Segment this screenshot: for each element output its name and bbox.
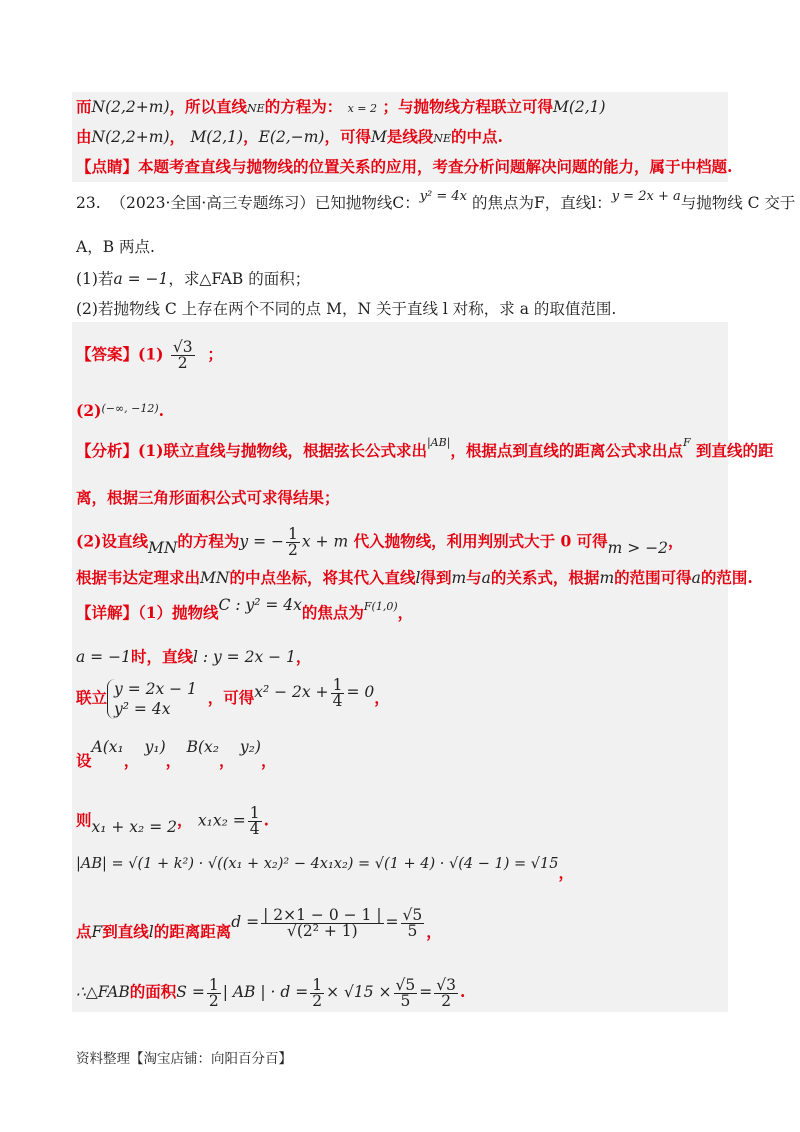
detail-line-2: a = −1时，直线l : y = 2x − 1， bbox=[76, 647, 312, 666]
answer-line-2: $(2)^{(-\infty, -12)}$. bbox=[76, 401, 165, 420]
question-2: (2)若抛物线 C 上存在两个不同的点 M，N 关于直线 l 对称，求 a 的取值范围. bbox=[76, 300, 617, 318]
analysis-line-1: 【分析】(1)联立直线与抛物线，根据弦长公式求出$^{|AB|}$，根据点到直线的距离公式求出点$^F$ 到直线的距 bbox=[76, 436, 774, 460]
detail-line-5: 则x₁ + x₂ = 2， x₁x₂ = $\frac{1}{4}$ . bbox=[76, 804, 270, 838]
question-1: (1)若a = −1，求△FAB 的面积； bbox=[76, 270, 311, 288]
detail-line-6: |AB| = √(1 + k²) · √((x₁ + x₂)² − 4x₁x₂) = √(1 + 4) · √(4 − 1) = √15， bbox=[76, 856, 574, 882]
detail-line-3: 联立 y = 2x − 1 y² = 4x ，可得x² − 2x + $\frac{1}{4}$ = 0， bbox=[76, 675, 390, 718]
problem-line-2: A，B 两点. bbox=[76, 238, 155, 256]
detail-line-8: ∴△FAB的面积S = $\frac{1}{2}$ | AB | · d = $\frac{1}{2}$ × √15 × $\frac{√5}{5}$ = $\frac{√3}{2}$ . bbox=[76, 975, 466, 1010]
detail-line-1: 【详解】（1）抛物线C : y² = 4x的焦点为$^{F(1,0)}$， bbox=[76, 596, 414, 622]
detail-line-7: 点F到直线l的距离距离d = $\frac{| 2\times 1 - 0 - 1 |}{\text{√(2² + 1)}}$ = $\frac{√5}{5}$ ， bbox=[76, 905, 442, 941]
top-line-2: 由N(2,2+m)， M(2,1)，E(2,−m)，可得M是线段NE的中点. bbox=[76, 127, 503, 146]
page-footer: 资料整理【淘宝店铺：向阳百分百】 bbox=[76, 1051, 292, 1067]
answer-line-1: 【答案】(1) $\frac{√3}{2}$ ； bbox=[76, 338, 223, 372]
analysis-line-2: 离，根据三角形面积公式可求得结果； bbox=[76, 488, 340, 507]
answer-fraction: $\frac{√3}{2}$ bbox=[172, 338, 193, 372]
problem-line-1: 23. （2023·全国·高三专题练习）已知抛物线C：$^{y^2 = 4x}$ 的焦点为F，直线l：$^{y = 2x + a}$与抛物线 C 交于 bbox=[76, 189, 796, 212]
analysis-line-4: 根据韦达定理求出MN的中点坐标，将其代入直线l得到m与a的关系式，根据m的范围可得a的范围. bbox=[76, 568, 753, 587]
detail-line-4: 设A(x₁， y₁)， B(x₂， y₂)， bbox=[76, 738, 277, 770]
comment-text: 【点睛】本题考查直线与抛物线的位置关系的应用，考查分析问题解决问题的能力，属于中档题. bbox=[76, 157, 733, 176]
equation-system: y = 2x − 1 y² = 4x bbox=[107, 679, 197, 719]
top-line-1: 而N(2,2+m)，所以直线NE的方程为： x = 2 ；与抛物线方程联立可得M(2,1) bbox=[76, 97, 606, 116]
analysis-line-3: (2)设直线MN的方程为y = − $\frac{1}{2}$ x + m 代入抛物线，利用判别式大于 0 可得m > −2， bbox=[76, 525, 684, 559]
